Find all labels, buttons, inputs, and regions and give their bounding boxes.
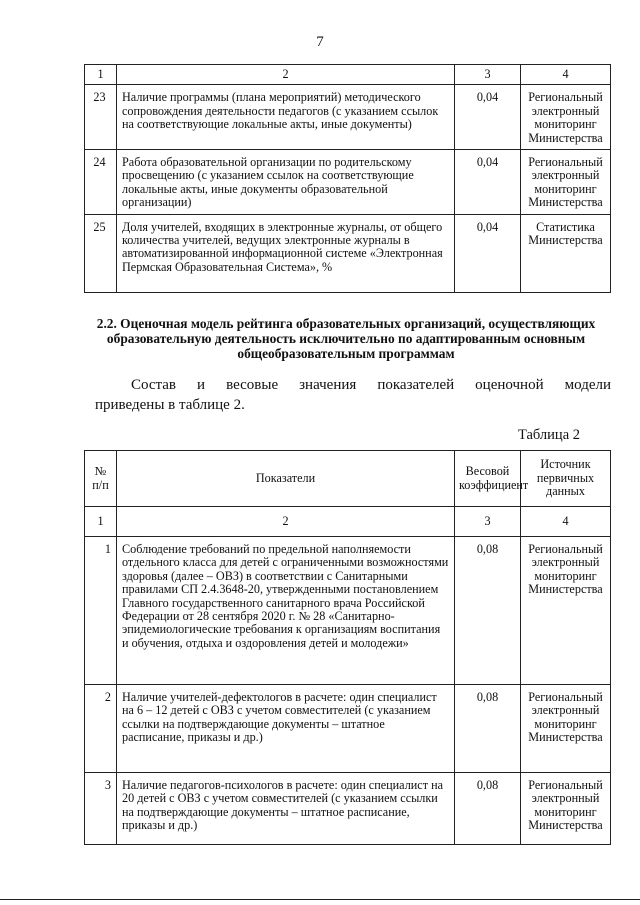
weight-value: 0,04	[455, 150, 521, 215]
table-row	[85, 214, 611, 292]
table-header-numbers	[85, 65, 611, 85]
indicator-text: Наличие учителей-дефектологов в расчете: один специалист на 6 – 12 детей с ОВЗ с учетом совместителей (с указанием ссылки на подтверждающие документы – штатное расписание, приказы и др.)	[117, 685, 455, 773]
row-number: 23	[85, 85, 117, 150]
column-header-source: Источник первичных данных	[521, 451, 611, 507]
data-source: Региональный электронный мониторинг Министерства	[521, 150, 611, 215]
weight-value: 0,04	[455, 85, 521, 150]
weight-value: 0,08	[455, 685, 521, 773]
indicator-text: Доля учителей, входящих в электронные журналы, от общего количества учителей, ведущих электронные журналы в автоматизированной информационной системе «Электронная Пермская Образовательная Система», %	[117, 214, 455, 292]
table-header-numbers	[85, 507, 611, 537]
page-number: 7	[316, 34, 324, 50]
header-col-3: 3	[455, 507, 521, 537]
page-bottom-rule	[0, 899, 640, 900]
weight-value: 0,04	[455, 214, 521, 292]
header-col-4: 4	[521, 65, 611, 85]
table-row	[85, 85, 611, 150]
paragraph-line-1: Состав и весовые значения показателей оценочной модели	[131, 377, 611, 393]
header-col-1: 1	[85, 65, 117, 85]
header-col-2: 2	[117, 65, 455, 85]
indicator-text: Соблюдение требований по предельной наполняемости отдельного класса для детей с ограниченными возможностями здоровья (далее – ОВЗ) в соответствии с Санитарными правилами СП 2.4.3648-20, утвержденными постановлением Главного государственного санитарного врача Российской Федерации от 28 сентября 2020 г. № 28 «Санитарно-эпидемиологические требования к организациям воспитания и обучения, отдыха и оздоровления детей и молодежи»	[117, 537, 455, 685]
table-row	[85, 150, 611, 215]
indicator-text: Наличие педагогов-психологов в расчете: один специалист на 20 детей с ОВЗ с учетом совместителей (с указанием ссылки на подтверждающие документы – штатное расписание, приказы и др.)	[117, 773, 455, 845]
table-caption: Таблица 2	[517, 427, 580, 443]
header-col-3: 3	[455, 65, 521, 85]
table-row	[85, 773, 611, 845]
row-number: 2	[85, 685, 117, 773]
row-number: 25	[85, 214, 117, 292]
weight-value: 0,08	[455, 537, 521, 685]
data-source: Региональный электронный мониторинг Министерства	[521, 85, 611, 150]
paragraph-line-2: приведены в таблице 2.	[95, 397, 245, 413]
column-header-indicators: Показатели	[117, 451, 455, 507]
data-source: Региональный электронный мониторинг Министерства	[521, 773, 611, 845]
indicator-text: Наличие программы (плана мероприятий) методического сопровождения деятельности педагогов (с указанием ссылок на соответствующие локальные акты, иные документы)	[117, 85, 455, 150]
column-header-number: № п/п	[85, 451, 117, 507]
row-number: 24	[85, 150, 117, 215]
header-col-1: 1	[85, 507, 117, 537]
row-number: 1	[85, 537, 117, 685]
header-col-4: 4	[521, 507, 611, 537]
section-title: 2.2. Оценочная модель рейтинга образовательных организаций, осуществляющих образовательную деятельность исключительно по адаптированным основным общеобразовательным программам	[96, 316, 596, 361]
data-source: Статистика Министерства	[521, 214, 611, 292]
indicator-text: Работа образовательной организации по родительскому просвещению (с указанием ссылок на соответствующие локальные акты, иные документы образовательной организации)	[117, 150, 455, 215]
data-source: Региональный электронный мониторинг Министерства	[521, 537, 611, 685]
weight-value: 0,08	[455, 773, 521, 845]
indicators-table-continued	[84, 64, 611, 293]
column-header-weight: Весовой коэффициент	[455, 451, 521, 507]
table-row	[85, 685, 611, 773]
table-row	[85, 537, 611, 685]
table-column-headers	[85, 451, 611, 507]
indicators-table-2	[84, 450, 611, 845]
data-source: Региональный электронный мониторинг Министерства	[521, 685, 611, 773]
header-col-2: 2	[117, 507, 455, 537]
row-number: 3	[85, 773, 117, 845]
